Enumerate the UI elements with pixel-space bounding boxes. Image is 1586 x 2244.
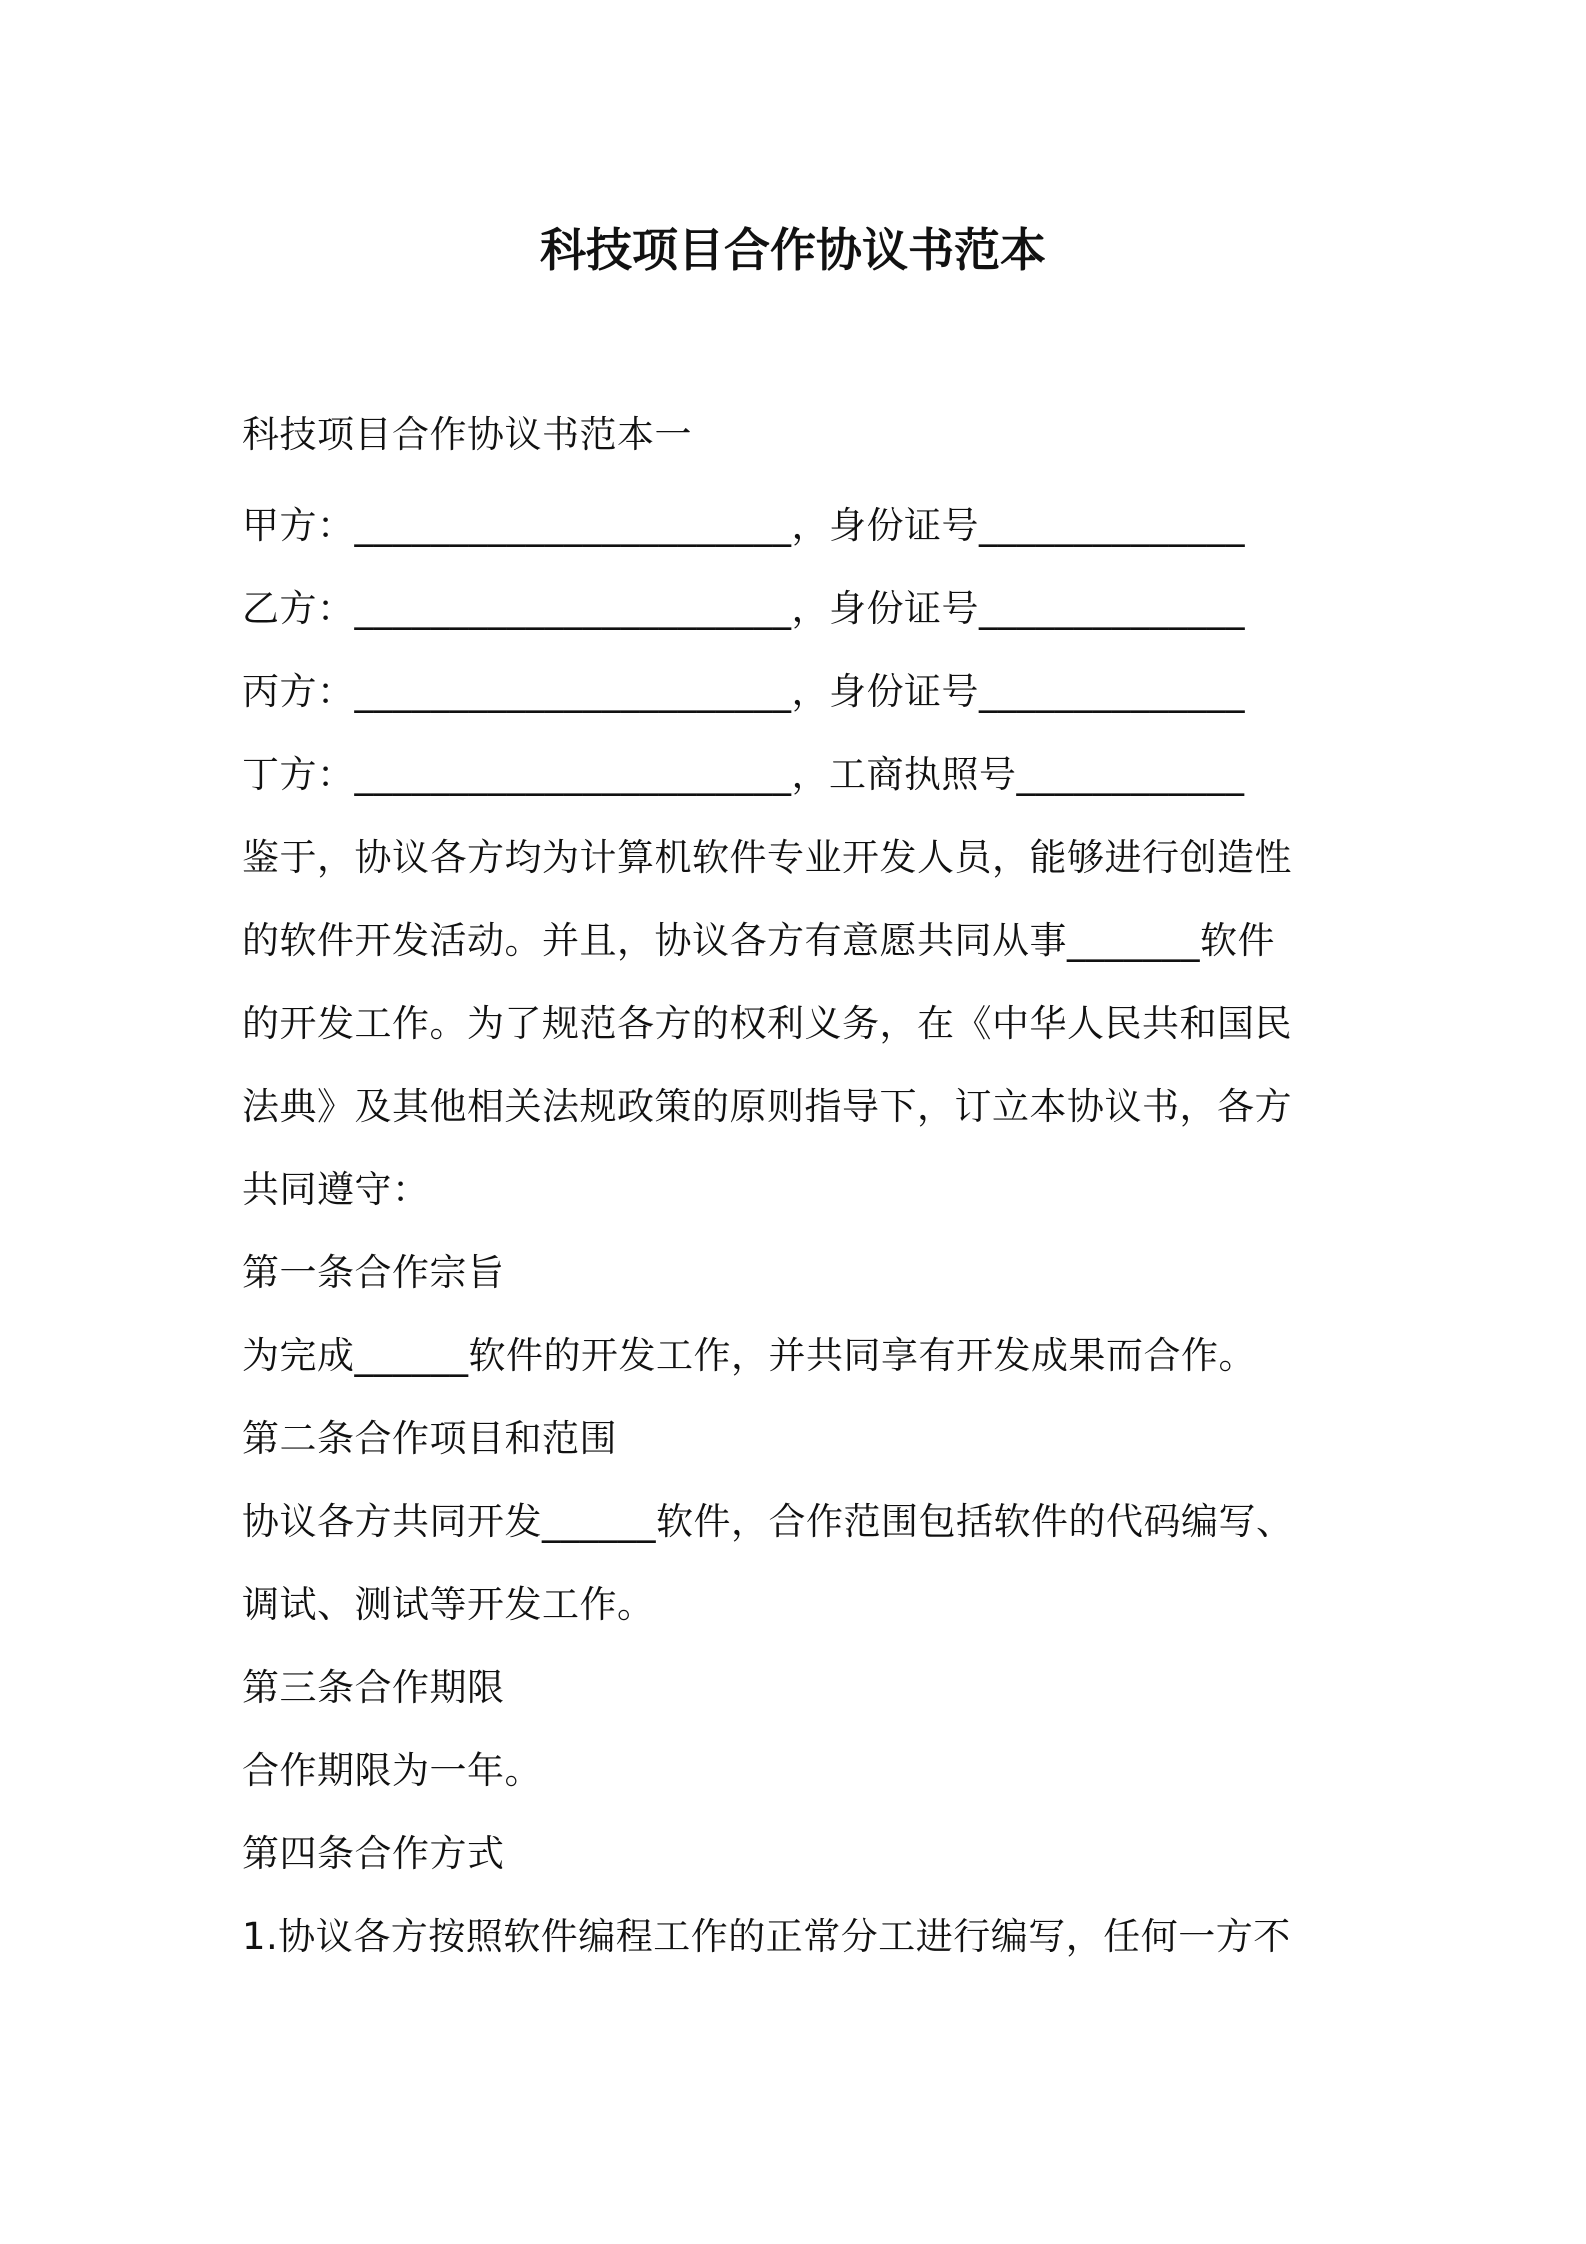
preamble-line-1: 鉴于，协议各方均为计算机软件专业开发人员，能够进行创造性	[242, 836, 1292, 879]
preamble-line-4: 法典》及其他相关法规政策的原则指导下，订立本协议书，各方	[242, 1085, 1292, 1128]
party-b-line: 乙方：_______________________，身份证号______________	[242, 587, 1245, 630]
article-4-text-1: 1.协议各方按照软件编程工作的正常分工进行编写，任何一方不	[242, 1915, 1291, 1958]
preamble-line-2: 的软件开发活动。并且，协议各方有意愿共同从事_______软件	[242, 919, 1275, 962]
article-3-text: 合作期限为一年。	[242, 1749, 542, 1792]
article-2-heading: 第二条合作项目和范围	[242, 1417, 617, 1460]
document-title: 科技项目合作协议书范本	[540, 223, 1046, 277]
preamble-line-3: 的开发工作。为了规范各方的权利义务，在《中华人民共和国民	[242, 1002, 1292, 1045]
party-d-line: 丁方：_______________________，工商执照号____________	[242, 753, 1245, 796]
section-subtitle: 科技项目合作协议书范本一	[242, 413, 692, 456]
article-2-text-1: 协议各方共同开发______软件，合作范围包括软件的代码编写、	[242, 1500, 1294, 1543]
party-c-line: 丙方：_______________________，身份证号______________	[242, 670, 1245, 713]
article-1-text: 为完成______软件的开发工作，并共同享有开发成果而合作。	[242, 1334, 1256, 1377]
preamble-line-5: 共同遵守：	[242, 1168, 430, 1211]
article-1-heading: 第一条合作宗旨	[242, 1251, 505, 1294]
article-2-text-2: 调试、测试等开发工作。	[242, 1583, 655, 1626]
article-4-heading: 第四条合作方式	[242, 1832, 505, 1875]
party-a-line: 甲方：_______________________，身份证号______________	[242, 504, 1245, 547]
article-3-heading: 第三条合作期限	[242, 1666, 505, 1709]
